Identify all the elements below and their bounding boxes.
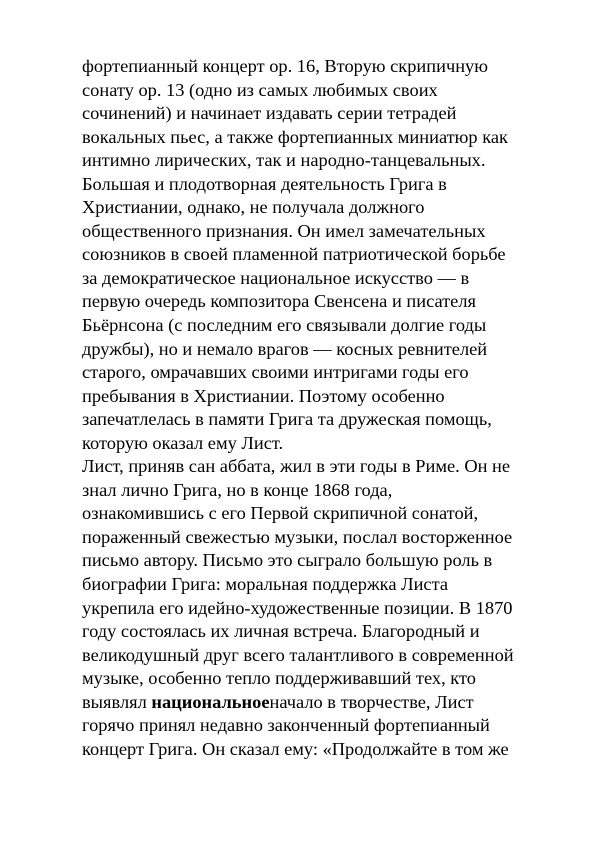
text-line: интимно лирических, так и народно-танцевальных. [82,150,486,171]
text-line: концерт Грига. Он сказал ему: «Продолжайте в том же [82,738,509,759]
text-line: пораженный свежестью музыки, послал восторженное [82,526,513,547]
bold-text: национальное [151,691,270,712]
text-line: музыке, особенно тепло поддерживавший тех, кто [82,668,476,689]
text-line: биографии Грига: моральная поддержка Листа [82,574,448,595]
text-line: знал лично Грига, но в конце 1868 года, [82,479,393,500]
text-line: письмо автору. Письмо это сыграло большую роль в [82,550,493,571]
text-line: Бьёрнсона (с последним его связывали долгие годы [82,315,487,336]
text-line: первую очередь композитора Свенсена и писателя [82,291,476,312]
text-line: старого, омрачавших своими интригами годы его [82,362,469,383]
text-line: пребывания в Христиании. Поэтому особенно [82,385,445,406]
text-line: вокальных пьес, а также фортепианных миниатюр как [82,126,508,147]
text-line: году состоялась их личная встреча. Благородный и [82,621,480,642]
text-line: союзников в своей пламенной патриотической борьбе [82,244,506,265]
text-line: Христиании, однако, не получала должного [82,197,425,218]
text-line: укрепила его идейно-художественные позиции. В 1870 [82,597,513,618]
text-segment: выявлял [82,691,152,712]
text-line: ознакомившись с его Первой скрипичной сонатой, [82,503,479,524]
text-line: дружбы), но и немало врагов — косных ревнителей [82,338,488,359]
text-line: Большая и плодотворная деятельность Грига в [82,173,447,194]
text-segment: начало в творчестве, Лист [269,691,474,712]
text-line: запечатлелась в памяти Грига та дружеская помощь, [82,409,492,430]
text-line: горячо принял недавно законченный фортепианный [82,715,490,736]
text-line: фортепианный концерт ор. 16, Вторую скрипичную [82,56,488,76]
text-line: за демократическое национальное искусство — в [82,267,470,288]
text-line: великодушный друг всего талантливого в современной [82,644,514,665]
body-text [82,55,552,761]
text-line: общественного признания. Он имел замечательных [82,220,486,241]
text-line: Лист, приняв сан аббата, жил в эти годы в Риме. Он не [82,456,511,477]
text-line: которую оказал ему Лист. [82,432,284,453]
text-line-with-bold [82,691,552,715]
text-line: сонату ор. 13 (одно из самых любимых своих [82,79,438,100]
text-line: сочинений) и начинает издавать серии тетрадей [82,103,457,124]
